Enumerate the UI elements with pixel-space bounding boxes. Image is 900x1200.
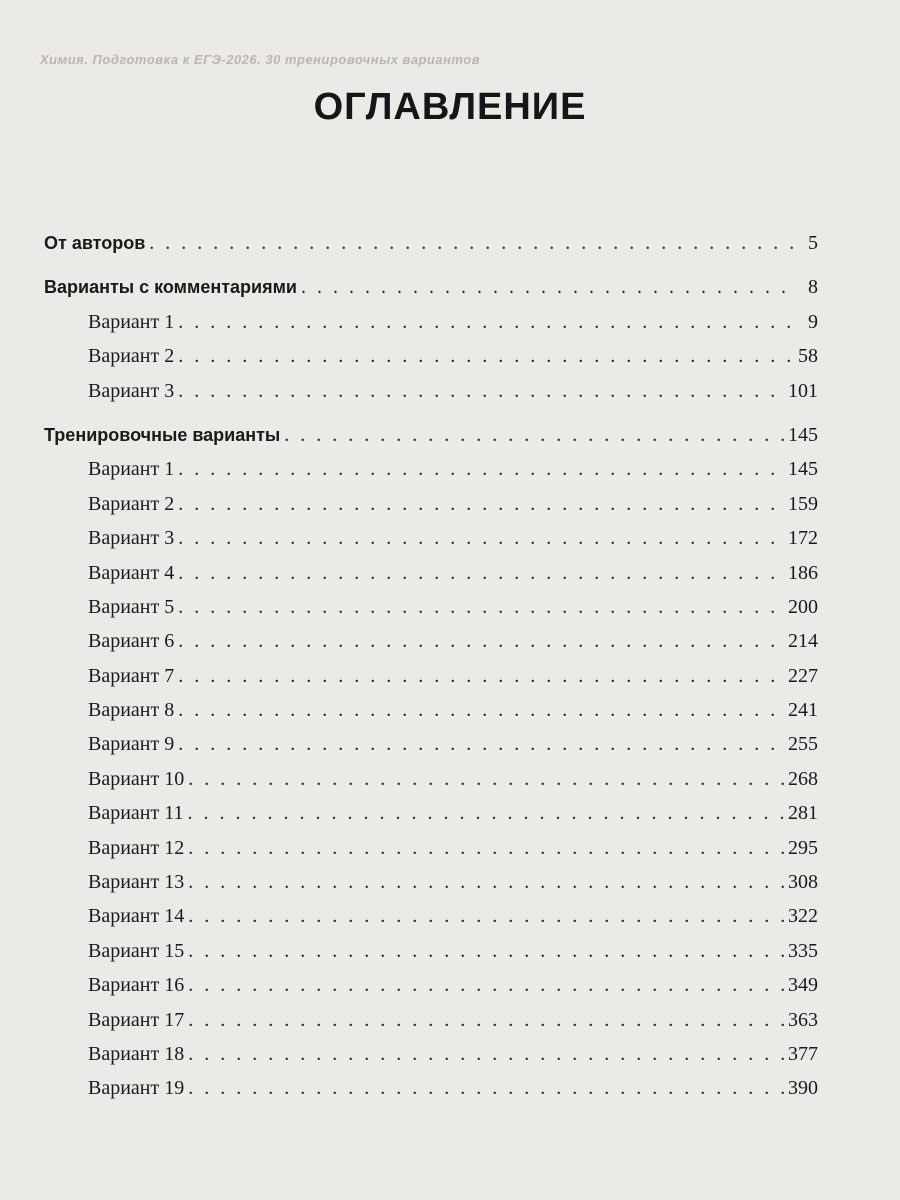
toc-entry-label: Вариант 3 bbox=[88, 379, 175, 402]
toc-entry-label: Вариант 5 bbox=[88, 595, 175, 618]
toc-entry[interactable] bbox=[44, 1037, 818, 1071]
toc-entry-label: Вариант 1 bbox=[88, 458, 175, 481]
toc-entry[interactable] bbox=[44, 831, 818, 865]
toc-entry-label: Вариант 4 bbox=[88, 561, 175, 584]
toc-page-number: 200 bbox=[788, 595, 818, 618]
toc-entry-label: Варианты с комментариями bbox=[44, 277, 297, 298]
dot-leader bbox=[188, 1071, 784, 1105]
toc-entry[interactable] bbox=[44, 1071, 818, 1105]
toc-entry-label: Вариант 13 bbox=[88, 871, 185, 894]
toc-entry[interactable] bbox=[44, 374, 818, 408]
toc-entry[interactable] bbox=[44, 624, 818, 658]
toc-entry[interactable] bbox=[44, 693, 818, 727]
toc-page-number: 241 bbox=[788, 699, 818, 722]
toc-entry[interactable] bbox=[44, 659, 818, 693]
dot-leader bbox=[178, 452, 784, 486]
toc-page-number: 5 bbox=[808, 232, 818, 254]
toc-entry[interactable] bbox=[44, 487, 818, 521]
toc-entry[interactable] bbox=[44, 521, 818, 555]
toc-entry[interactable] bbox=[44, 934, 818, 968]
dot-leader bbox=[178, 374, 784, 408]
dot-leader bbox=[178, 659, 784, 693]
dot-leader bbox=[188, 899, 784, 933]
toc-page-number: 101 bbox=[788, 379, 818, 402]
toc-page-number: 58 bbox=[798, 345, 818, 368]
dot-leader bbox=[188, 1037, 784, 1071]
toc-entry[interactable] bbox=[44, 796, 818, 830]
dot-leader bbox=[188, 865, 784, 899]
toc-entry-label: От авторов bbox=[44, 233, 146, 253]
toc-entry-label: Вариант 3 bbox=[88, 527, 175, 550]
toc-entry[interactable] bbox=[44, 305, 818, 339]
toc-entry-label: Тренировочные варианты bbox=[44, 424, 281, 445]
dot-leader bbox=[178, 624, 784, 658]
toc-page-number: 227 bbox=[788, 664, 818, 687]
table-of-contents bbox=[44, 226, 818, 1106]
dot-leader bbox=[178, 305, 794, 339]
dot-leader bbox=[188, 796, 785, 830]
dot-leader bbox=[301, 270, 794, 304]
toc-page-number: 255 bbox=[788, 733, 818, 756]
toc-entry[interactable] bbox=[44, 865, 818, 899]
dot-leader bbox=[188, 762, 784, 796]
dot-leader bbox=[188, 968, 784, 1002]
page-title: ОГЛАВЛЕНИЕ bbox=[313, 86, 587, 128]
dot-leader bbox=[188, 1003, 784, 1037]
toc-page-number: 281 bbox=[788, 802, 818, 825]
dot-leader bbox=[149, 226, 794, 260]
toc-page-number: 377 bbox=[788, 1042, 818, 1065]
toc-page-number: 308 bbox=[788, 871, 818, 894]
dot-leader bbox=[188, 831, 784, 865]
toc-page-number: 8 bbox=[808, 276, 818, 299]
toc-page-number: 172 bbox=[788, 527, 818, 550]
toc-entry-label: Вариант 9 bbox=[88, 733, 175, 756]
toc-page-number: 145 bbox=[788, 458, 818, 481]
toc-entry-label: Вариант 1 bbox=[88, 310, 175, 333]
toc-entry-label: Вариант 12 bbox=[88, 836, 185, 859]
toc-entry-label: Вариант 7 bbox=[88, 664, 175, 687]
toc-page-number: 145 bbox=[788, 423, 818, 446]
toc-page-number: 335 bbox=[788, 939, 818, 962]
toc-entry-label: Вариант 11 bbox=[88, 802, 184, 825]
toc-entry-label: Вариант 14 bbox=[88, 905, 185, 928]
dot-leader bbox=[284, 418, 784, 452]
toc-entry-label: Вариант 15 bbox=[88, 939, 185, 962]
dot-leader bbox=[188, 934, 784, 968]
toc-page-number: 363 bbox=[788, 1008, 818, 1031]
bleed-through-header: Химия. Подготовка к ЕГЭ-2026. 30 тренировочных вариантов bbox=[40, 52, 481, 67]
toc-entry[interactable] bbox=[44, 452, 818, 486]
dot-leader bbox=[178, 487, 784, 521]
toc-entry-label: Вариант 2 bbox=[88, 492, 175, 515]
toc-entry-label: Вариант 2 bbox=[88, 345, 175, 368]
dot-leader bbox=[178, 727, 784, 761]
toc-entry-label: Вариант 17 bbox=[88, 1008, 185, 1031]
toc-entry[interactable] bbox=[44, 762, 818, 796]
toc-page-number: 322 bbox=[788, 905, 818, 928]
toc-entry[interactable] bbox=[44, 1003, 818, 1037]
toc-section-entry[interactable] bbox=[44, 418, 818, 452]
toc-entry-label: Вариант 10 bbox=[88, 767, 185, 790]
toc-entry-label: Вариант 8 bbox=[88, 699, 175, 722]
toc-page-number: 9 bbox=[808, 310, 818, 333]
toc-page-number: 390 bbox=[788, 1077, 818, 1100]
toc-entry[interactable] bbox=[44, 339, 818, 373]
toc-page-number: 159 bbox=[788, 492, 818, 515]
toc-entry[interactable] bbox=[44, 968, 818, 1002]
toc-entry-label: Вариант 6 bbox=[88, 630, 175, 653]
dot-leader bbox=[178, 693, 784, 727]
toc-entry[interactable] bbox=[44, 899, 818, 933]
dot-leader bbox=[178, 521, 784, 555]
toc-page-number: 214 bbox=[788, 630, 818, 653]
toc-entry-label: Вариант 19 bbox=[88, 1077, 185, 1100]
toc-entry[interactable] bbox=[44, 590, 818, 624]
dot-leader bbox=[178, 556, 784, 590]
dot-leader bbox=[178, 339, 794, 373]
toc-entry[interactable] bbox=[44, 556, 818, 590]
toc-section-entry[interactable] bbox=[44, 226, 818, 260]
toc-page-number: 349 bbox=[788, 974, 818, 997]
dot-leader bbox=[178, 590, 784, 624]
toc-page-number: 295 bbox=[788, 836, 818, 859]
toc-entry-label: Вариант 16 bbox=[88, 974, 185, 997]
toc-section-entry[interactable] bbox=[44, 270, 818, 304]
toc-entry-label: Вариант 18 bbox=[88, 1042, 185, 1065]
toc-page-number: 268 bbox=[788, 767, 818, 790]
toc-page-number: 186 bbox=[788, 561, 818, 584]
toc-entry[interactable] bbox=[44, 727, 818, 761]
